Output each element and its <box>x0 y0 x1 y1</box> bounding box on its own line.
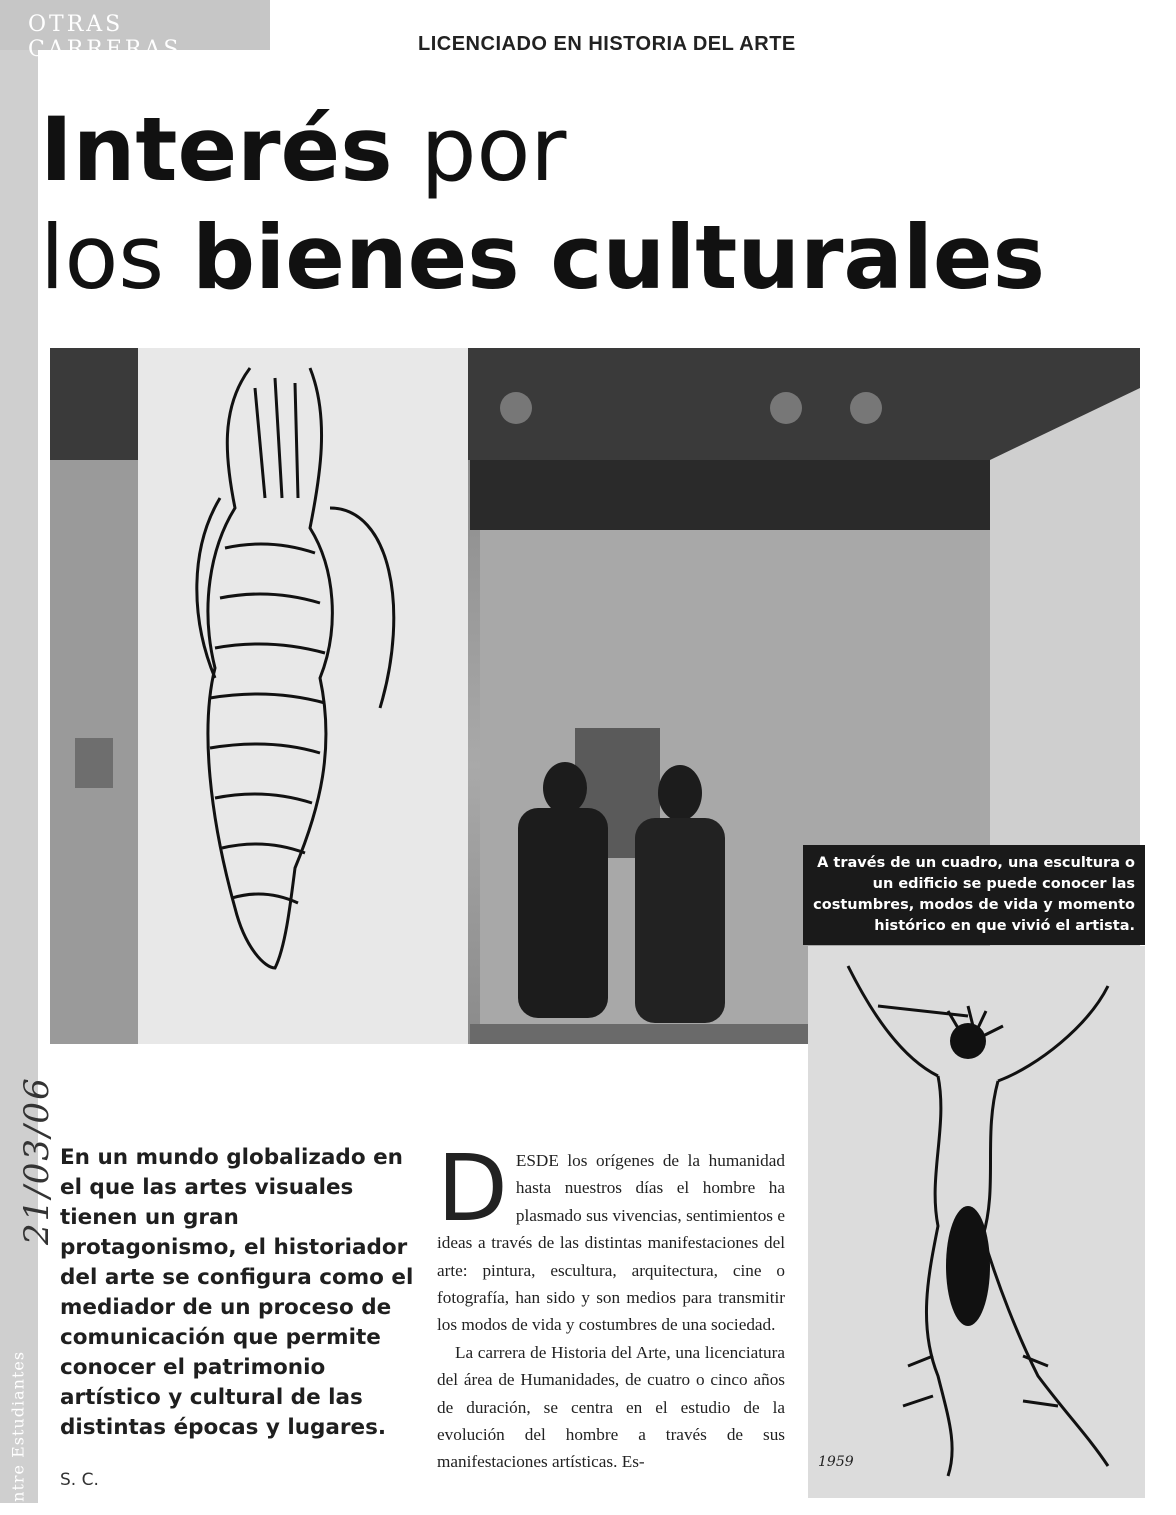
section-tab <box>0 0 270 62</box>
artwork-photo <box>808 946 1145 1498</box>
left-margin-strip <box>0 0 38 1503</box>
headline-part: bienes culturales <box>192 206 1045 309</box>
headline <box>40 96 1150 312</box>
photo-caption: A través de un cuadro, una escultura o un edificio se puede conocer las costumbres, modos de vida y momento histórico en que vivió el artista. <box>803 845 1145 945</box>
artwork-signature: 1959 <box>818 1454 854 1470</box>
body-column <box>437 1135 785 1476</box>
headline-part: Interés <box>40 98 393 201</box>
lead-paragraph: En un mundo globalizado en el que las artes visuales tienen un gran protagonismo, el historiador del arte se configura como el mediador de un proceso de comunicación que permite conocer el patrimonio artístico y cultural de las distintas épocas y lugares. <box>60 1145 414 1440</box>
magazine-name: Entre Estudiantes <box>8 1350 28 1515</box>
kicker: LICENCIADO EN HISTORIA DEL ARTE <box>418 33 796 55</box>
body-paragraph: ESDE los orígenes de la humanidad hasta nuestros días el hombre ha plasmado sus vivencias, sentimientos e ideas a través de las distintas manifestaciones del arte: pintura, escultura, arquitectura, cine o fotografía, han sido y son medios para transmitir los modos de vida y costumbres de una sociedad. <box>437 1151 785 1335</box>
body-paragraph: La carrera de Historia del Arte, una licenciatura del área de Humanidades, de cuatro o cinco años de duración, se centra en el estudio de la evolución del hombre a través de sus manifestaciones artísticas. Es- <box>437 1342 785 1472</box>
section-label: OTRAS CARRERAS <box>28 12 182 62</box>
headline-part: por <box>392 98 567 201</box>
author-initials: S. C. <box>60 1470 99 1490</box>
dropcap: D <box>437 1135 508 1242</box>
artwork-illustration <box>808 946 1145 1498</box>
headline-part: los <box>40 206 193 309</box>
handwritten-date: 21/03/06 <box>17 1076 57 1245</box>
